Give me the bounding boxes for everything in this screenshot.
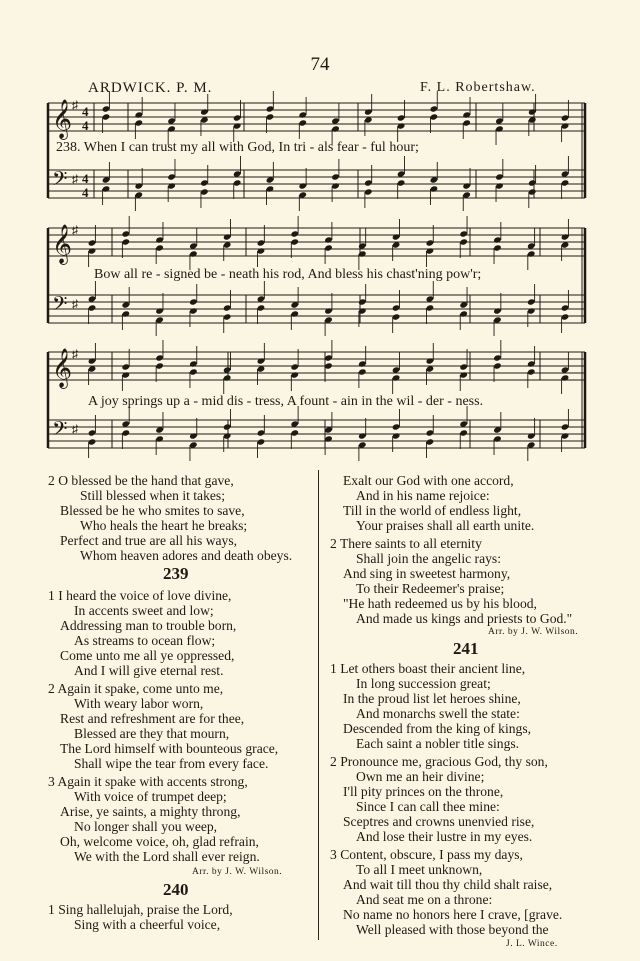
verse-line: Addressing man to trouble born, [60,618,237,633]
verse-line: And lose their lustre in my eyes. [356,829,533,844]
verse-line: 2 Again it spake, come unto me, [48,681,224,696]
verse-line: 3 Content, obscure, I pass my days, [330,847,523,862]
verse-line: In the proud list let heroes shine, [343,691,521,706]
verse-line: Come unto me all ye oppressed, [60,648,235,663]
verse-line: 2 O blessed be the hand that gave, [48,473,234,488]
verse-line: With voice of trumpet deep; [74,789,227,804]
verse-line: No longer shall you weep, [74,819,218,834]
verse-line: As streams to ocean flow; [74,633,216,648]
verse-line: Your praises shall all earth unite. [356,518,535,533]
verse-line: And sing in sweetest harmony, [343,566,511,581]
verse-line: Descended from the king of kings, [343,721,532,736]
verse-line: 2 Pronounce me, gracious God, thy son, [330,754,548,769]
verse-line: Shall wipe the tear from every face. [74,756,269,771]
sharp-icon: ♯ [72,422,78,436]
time-signature: 4 [82,185,89,200]
verse-line: Shall join the angelic rays: [356,551,501,566]
verse-line: Still blessed when it takes; [80,488,225,503]
verse-line: Oh, welcome voice, oh, glad refrain, [60,834,259,849]
time-signature: 4 [82,171,89,186]
bass-clef-icon: 𝄢 [52,292,68,320]
bass-clef-icon: 𝄢 [52,417,68,445]
verse-line: 1 Sing hallelujah, praise the Lord, [48,902,233,917]
verse-line: And I will give eternal rest. [74,663,224,678]
verse-line: 3 Again it spake with accents strong, [48,774,248,789]
verse-line: Blessed are they that mourn, [74,726,230,741]
verse-line: To their Redeemer's praise; [356,581,505,596]
hymn-239-number: 239 [163,564,189,583]
lyrics-system-1: 238. When I can trust my all with God, In tri - als fear - ful hour; [56,140,419,155]
verse-line: I'll pity princes on the throne, [343,784,504,799]
verse-line: The Lord himself with bounteous grace, [60,741,279,756]
verse-line: 1 Let others boast their ancient line, [330,661,526,676]
verse-line: Arise, ye saints, a mighty throng, [60,804,241,819]
sharp-icon: ♯ [72,223,78,237]
verse-line: Own me an heir divine; [356,769,485,784]
verse-line: No name no honors here I crave, [grave. [343,907,563,922]
lyrics-system-2: Bow all re - signed be - neath his rod, And bless his chast'ning pow'r; [94,267,482,282]
verse-line: And wait till thou thy child shalt raise, [343,877,553,892]
hymn-239-attribution: Arr. by J. W. Wilson. [192,867,283,877]
hymn-241-attribution: J. L. Wince. [506,939,558,949]
page-number: 74 [310,54,330,75]
treble-clef-icon: 𝄞 [52,99,73,139]
verse-line: Exalt our God with one accord, [343,473,514,488]
verse-line: "He hath redeemed us by his blood, [343,596,537,611]
verse-line: And seat me on a throne: [356,892,493,907]
treble-clef-icon: 𝄞 [52,348,73,388]
hymn-240-number: 240 [163,880,189,899]
treble-clef-icon: 𝄞 [52,224,73,264]
verse-line: Since I can call thee mine: [356,799,500,814]
tune-name: ARDWICK. P. M. [88,80,213,96]
composer-credit: F. L. Robertshaw. [420,80,536,95]
verse-line: 2 There saints to all eternity [330,536,482,551]
verse-line: 1 I heard the voice of love divine, [48,588,232,603]
verse-line: Well pleased with those beyond the [356,922,549,937]
verse-line: Sing with a cheerful voice, [74,917,221,932]
verse-line: In accents sweet and low; [74,603,214,618]
verse-line: And monarchs swell the state: [356,706,520,721]
column-divider [318,470,319,940]
sharp-icon: ♯ [72,172,78,186]
verse-line: Rest and refreshment are for thee, [60,711,245,726]
hymn-241-number: 241 [453,639,479,658]
bass-clef-icon: 𝄢 [52,167,68,195]
verse-line: We with the Lord shall ever reign. [74,849,260,864]
time-signature: 4 [82,104,89,119]
sharp-icon: ♯ [72,98,78,112]
verse-line: And in his name rejoice: [356,488,490,503]
lyrics-system-3: A joy springs up a - mid dis - tress, A fount - ain in the wil - der - ness. [88,394,484,409]
verse-line: With weary labor worn, [74,696,204,711]
verse-line: To all I meet unknown, [356,862,483,877]
sharp-icon: ♯ [72,347,78,361]
verse-line: Perfect and true are all his ways, [60,533,238,548]
verse-line: Who heals the heart he breaks; [80,518,248,533]
verse-line: Till in the world of endless light, [343,503,522,518]
time-signature: 4 [82,118,89,133]
verse-line: In long succession great; [356,676,491,691]
sharp-icon: ♯ [72,297,78,311]
verse-line: Sceptres and crowns unenvied rise, [343,814,535,829]
verse-line: Blessed be he who smites to save, [60,503,245,518]
verse-line: And made us kings and priests to God." [356,611,573,626]
verse-line: Each saint a nobler title sings. [356,736,520,751]
verse-line: Whom heaven adores and death obeys. [80,548,293,563]
hymn-240-attribution: Arr. by J. W. Wilson. [488,627,579,637]
